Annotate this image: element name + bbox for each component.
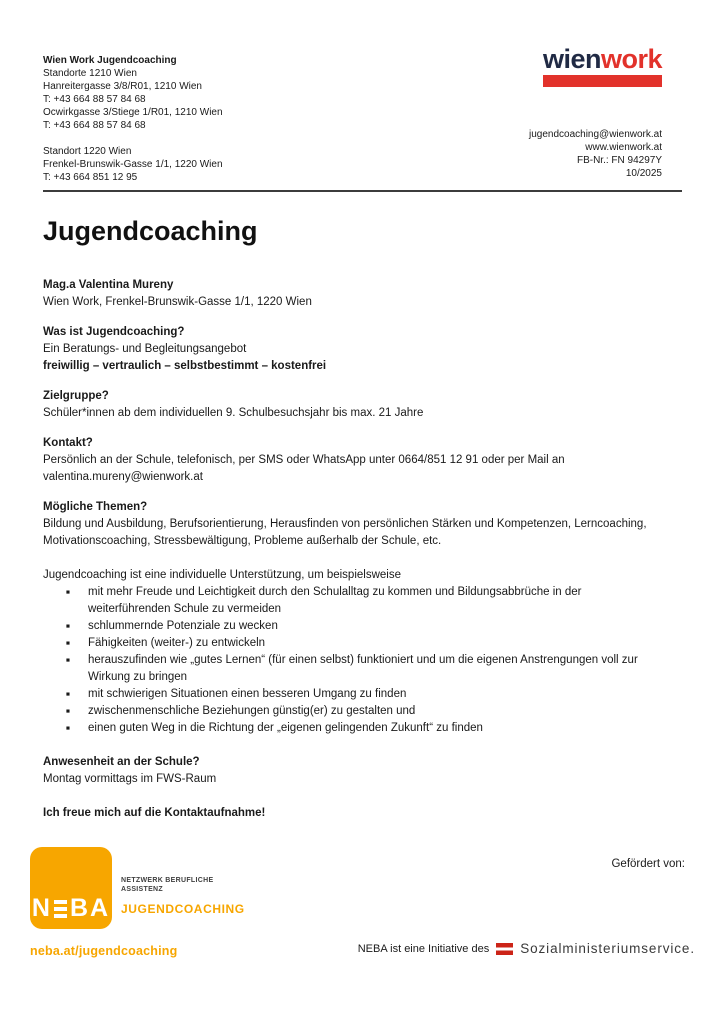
phone-line: T: +43 664 88 57 84 68 [43,94,146,105]
website-line: www.wienwork.at [585,142,662,153]
closing-line: Ich freue mich auf die Kontaktaufnahme! [43,807,266,819]
section-heading: Was ist Jugendcoaching? [43,326,185,338]
section-text: Montag vormittags im FWS-Raum [43,773,217,785]
section-heading: Zielgruppe? [43,390,109,402]
address-line: Frenkel-Brunswik-Gasse 1/1, 1220 Wien [43,159,223,170]
list-item: ■ mit schwierigen Situationen einen besseren Umgang zu finden [43,686,665,703]
wienwork-red-bar [543,75,662,87]
section-heading: Mögliche Themen? [43,501,148,513]
coach-address: Wien Work, Frenkel-Brunswik-Gasse 1/1, 1220 Wien [43,296,312,308]
address-line: Ocwirkgasse 3/Stiege 1/R01, 1210 Wien [43,107,223,118]
neba-letter-n: N [31,894,52,922]
phone-line: T: +43 664 851 12 95 [43,172,138,183]
page-title: Jugendcoaching [43,216,258,246]
neba-program-label: JUGENDCOACHING [121,902,245,916]
registry-number-line: FB-Nr.: FN 94297Y [576,155,662,166]
address-line: Standort 1220 Wien [43,146,132,157]
wienwork-wordmark-work: work [600,44,662,74]
document-body [43,277,665,835]
section-presence [43,754,665,788]
neba-wordmark [31,894,111,922]
ministry-name: Sozialministeriumservice. [520,941,695,956]
section-contact [43,435,665,486]
list-intro: Jugendcoaching ist eine individuelle Unterstützung, um beispielsweise [43,569,401,581]
wienwork-logo [543,46,662,87]
initiative-text: NEBA ist eine Initiative des [357,942,490,955]
neba-logo [30,847,112,929]
list-item: ■ schlummernde Potenziale zu wecken [43,618,665,635]
section-what-is [43,324,665,375]
wienwork-wordmark-wien: wien [542,44,601,74]
austria-flag-icon [496,943,513,955]
sender-address-block [43,54,223,184]
section-text: Bildung und Ausbildung, Berufsorientierung, Herausfinden von persönlichen Stärken und Kompetenzen, Lerncoaching, Motivationscoaching, Stressbewältigung, Probleme außerhalb der Schule, etc. [43,518,647,547]
contact-info-block [529,128,662,180]
phone-line: T: +43 664 88 57 84 68 [43,120,146,131]
neba-letters-ba: BA [69,894,111,922]
org-name: Wien Work Jugendcoaching [43,55,177,66]
address-line: Hanreitergasse 3/8/R01, 1210 Wien [43,81,202,92]
list-item: ■ herauszufinden wie „gutes Lernen“ (für einen selbst) funktioniert und um die eigenen Anstrengungen voll zur Wirkung zu bringen [43,652,665,686]
section-target-group [43,388,665,422]
neba-caption-block [121,877,245,916]
funded-by-label: Gefördert von: [611,858,685,870]
section-heading: Anwesenheit an der Schule? [43,756,200,768]
neba-letter-e-bars [54,900,67,918]
section-text-bold: freiwillig – vertraulich – selbstbestimmt – kostenfrei [43,360,327,372]
section-support-list [43,567,665,737]
support-bullet-list [43,584,665,737]
date-line: 10/2025 [625,168,662,179]
neba-website-url: neba.at/jugendcoaching [30,944,178,958]
list-item: ■ mit mehr Freude und Leichtigkeit durch den Schulalltag zu kommen und Bildungsabbrüche in der weiterführenden Schule zu vermeiden [43,584,665,618]
address-line: Standorte 1210 Wien [43,68,137,79]
ministry-credit-row [358,941,695,956]
neba-caption-line: NETZWERK BERUFLICHE [121,877,214,884]
section-text: Ein Beratungs- und Begleitungsangebot [43,343,247,355]
list-item: ■ Fähigkeiten (weiter-) zu entwickeln [43,635,665,652]
wienwork-wordmark [543,46,662,73]
coach-contact-block [43,277,665,311]
section-text: Persönlich an der Schule, telefonisch, per SMS oder WhatsApp unter 0664/851 12 91 oder per Mail an valentina.mureny@wienwork.at [43,454,565,483]
list-item: ■ einen guten Weg in die Richtung der „eigenen gelingenden Zukunft“ zu finden [43,720,665,737]
list-item: ■ zwischenmenschliche Beziehungen günstig(er) zu gestalten und [43,703,665,720]
coach-name: Mag.a Valentina Mureny [43,279,174,291]
neba-caption-line: ASSISTENZ [121,885,163,893]
section-heading: Kontakt? [43,437,93,449]
section-text: Schüler*innen ab dem individuellen 9. Schulbesuchsjahr bis max. 21 Jahre [43,407,424,419]
email-line: jugendcoaching@wienwork.at [528,129,662,140]
header-divider [43,190,682,192]
section-topics [43,499,665,550]
